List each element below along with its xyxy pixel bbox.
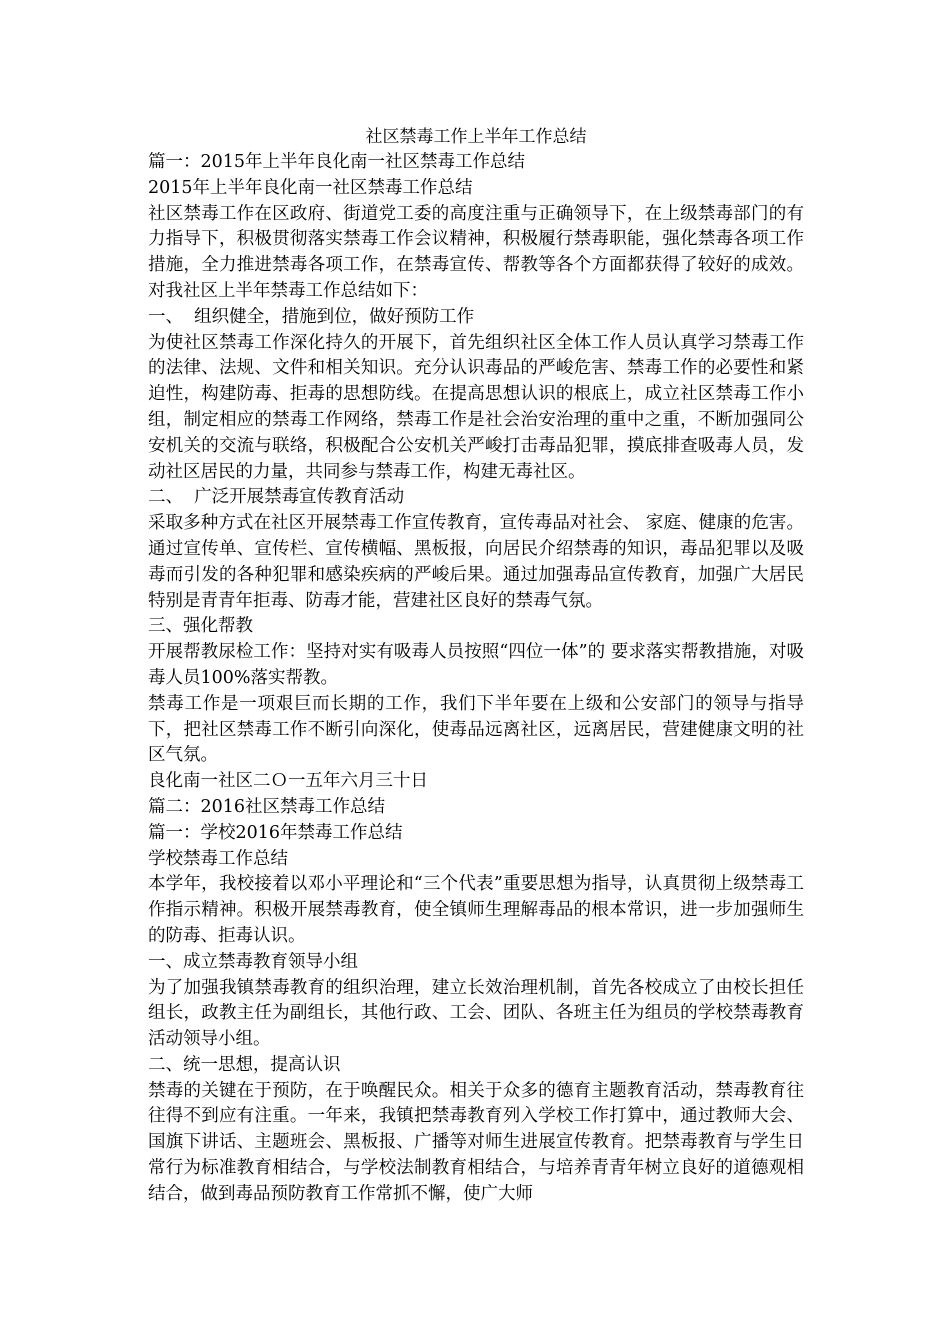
paragraph-propaganda: 采取多种方式在社区开展禁毒工作宣传教育，宣传毒品对社会、 家庭、健康的危害。通过宣传单、宣传栏、宣传横幅、黑板报，向居民介绍禁毒的知识，毒品犯罪以及吸毒而引发的各种犯罪和感染疾病的严峻后果。通过加强毒品宣传教育，加强广大居民特别是青青年拒毒、防毒才能，营建社区良好的禁毒气氛。 <box>148 513 804 611</box>
report-heading-2015: 2015年上半年良化南一社区禁毒工作总结 <box>148 177 473 198</box>
paragraph-intro: 社区禁毒工作在区政府、街道党工委的高度注重与正确领导下，在上级禁毒部门的有力指导下，积极贯彻落实禁毒工作会议精神，积极履行禁毒职能，强化禁毒各项工作措施，全力推进禁毒各项工作，在禁毒宣传、帮教等各个方面都获得了较好的成效。对我社区上半年禁毒工作总结如下： <box>148 203 804 301</box>
section-heading-part-two: 篇二：2016社区禁毒工作总结 <box>148 796 386 817</box>
paragraph-organization: 为使社区禁毒工作深化持久的开展下，首先组织社区全体工作人员认真学习禁毒工作的法律、法规、文件和相关知识。充分认识毒品的严峻危害、禁毒工作的必要性和紧迫性，构建防毒、拒毒的思想防线。在提高思想认识的根底上，成立社区禁毒工作小组，制定相应的禁毒工作网络，禁毒工作是社会治安治理的重中之重，不断加强同公安机关的交流与联络，积极配合公安机关严峻打击毒品犯罪，摸底排查吸毒人员，发动社区居民的力量，共同参与禁毒工作，构建无毒社区。 <box>148 332 804 482</box>
school-report-title: 学校禁毒工作总结 <box>148 848 288 869</box>
school-subheading-one: 一、成立禁毒教育领导小组 <box>148 951 358 972</box>
paragraph-conclusion: 禁毒工作是一项艰巨而长期的工作，我们下半年要在上级和公安部门的领导与指导下，把社区禁毒工作不断引向深化，使毒品远离社区，远离居民，营建健康文明的社区气氛。 <box>148 693 804 766</box>
school-report-heading: 篇一：学校2016年禁毒工作总结 <box>148 822 403 843</box>
document-title: 社区禁毒工作上半年工作总结 <box>365 127 587 147</box>
school-subheading-two: 二、统一思想，提高认识 <box>148 1054 341 1075</box>
paragraph-school-intro: 本学年，我校接着以邓小平理论和“三个代表”重要思想为指导，认真贯彻上级禁毒工作指示精神。积极开展禁毒教育，使全镇师生理解毒品的根本常识，进一步加强师生的防毒、拒毒认识。 <box>148 874 804 946</box>
paragraph-assistance: 开展帮教尿检工作：坚持对实有吸毒人员按照“四位一体”的 要求落实帮教措施，对吸毒人员100%落实帮教。 <box>148 642 804 688</box>
subheading-one: 一、 组织健全，措施到位，做好预防工作 <box>148 306 475 327</box>
subheading-two: 二、 广泛开展禁毒宣传教育活动 <box>148 487 405 508</box>
paragraph-awareness: 禁毒的关键在于预防，在于唤醒民众。相关于众多的德育主题教育活动，禁毒教育往往得不到应有注重。一年来，我镇把禁毒教育列入学校工作打算中，通过教师大会、国旗下讲话、主题班会、黑板报、广播等对师生进展宣传教育。把禁毒教育与学生日常行为标准教育相结合，与学校法制教育相结合，与培养青青年树立良好的道德观相结合，做到毒品预防教育工作常抓不懈，使广大师 <box>148 1080 804 1204</box>
section-heading-part-one: 篇一：2015年上半年良化南一社区禁毒工作总结 <box>148 152 526 172</box>
signature-date: 良化南一社区二Ｏ一五年六月三十日 <box>148 771 428 792</box>
subheading-three: 三、强化帮教 <box>148 616 253 637</box>
paragraph-leadership-group: 为了加强我镇禁毒教育的组织治理，建立长效治理机制，首先各校成立了由校长担任组长，政教主任为副组长，其他行政、工会、团队、各班主任为组员的学校禁毒教育活动领导小组。 <box>148 977 804 1050</box>
document-body <box>148 124 804 1208</box>
